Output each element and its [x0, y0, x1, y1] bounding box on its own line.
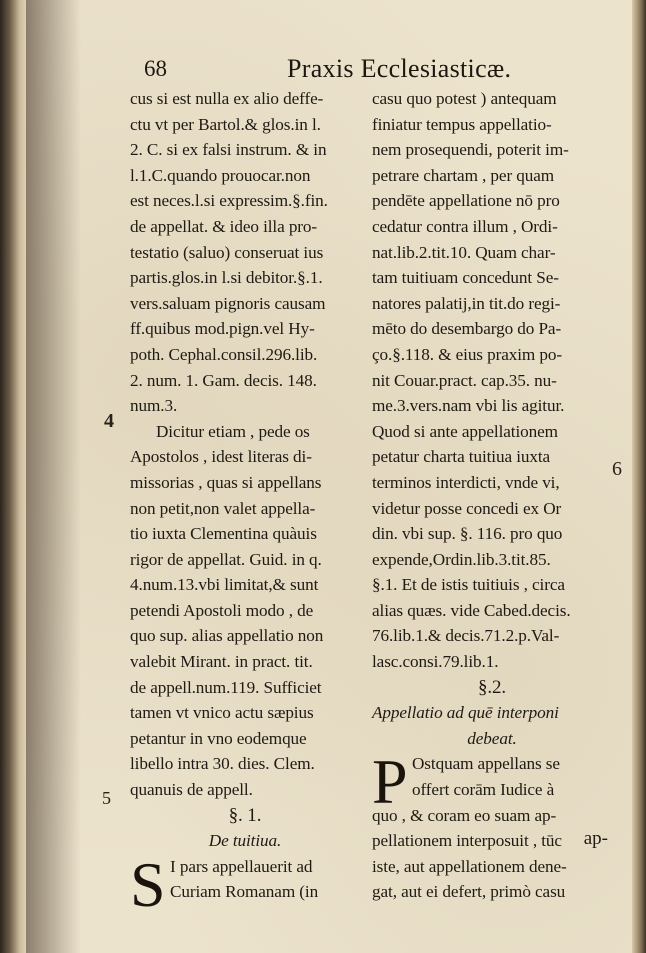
text-line: Apostolos , idest literas di- — [130, 447, 312, 467]
text-line: gat, aut ei defert, primò casu — [372, 882, 566, 902]
section-title-line-2: debeat. — [467, 728, 517, 748]
text-line: 2. num. 1. Gam. decis. 148. — [130, 370, 317, 390]
text-line: ctu vt per Bartol.& glos.in l. — [130, 114, 321, 134]
text-line: me.3.vers.nam vbi lis agitur. — [372, 396, 565, 416]
section-mark: §.2. — [477, 676, 507, 698]
book-edge-right — [632, 0, 646, 953]
page-header — [0, 52, 646, 86]
text-line: cedatur contra illum , Ordi- — [372, 216, 558, 236]
book-edge-left — [0, 0, 28, 953]
left-paragraph-3 — [130, 848, 360, 920]
text-line: Ostquam appellans se — [412, 754, 560, 774]
right-paragraph-2 — [372, 746, 612, 905]
margin-note-number: 4 — [104, 410, 114, 432]
text-line: rigor de appellat. Guid. in q. — [130, 549, 322, 569]
text-line: valebit Mirant. in pract. tit. — [130, 652, 313, 672]
text-line: l.1.C.quando prouocar.non — [130, 165, 311, 185]
text-line: petrare chartam , per quam — [372, 165, 555, 185]
text-line: 2. C. si ex falsi instrum. & in — [130, 140, 327, 160]
text-line: partis.glos.in l.si debitor.§.1. — [130, 268, 323, 288]
left-paragraph-2 — [130, 419, 360, 803]
text-line: petendi Apostoli modo , de — [130, 600, 314, 620]
text-line: mēto do desembargo do Pa- — [372, 319, 562, 339]
text-line: quanuis de appell. — [130, 780, 253, 800]
catchword: ap- — [583, 828, 608, 849]
drop-cap: P — [372, 746, 408, 818]
text-line: casu quo potest ) antequam — [372, 89, 557, 108]
text-line: lasc.consi.79.lib.1. — [372, 652, 499, 672]
text-line: pellationem interposuit , tūc — [372, 831, 562, 851]
text-line: vers.saluam pignoris causam — [130, 293, 326, 313]
right-paragraph-1 — [372, 86, 612, 675]
text-line: poth. Cephal.consil.296.lib. — [130, 344, 318, 364]
text-line: num.3. — [130, 396, 178, 416]
right-column — [372, 86, 612, 905]
text-line: §.1. Et de istis tuitiuis , circa — [372, 575, 565, 595]
text-line: Dicitur etiam , pede os — [156, 421, 310, 441]
text-line: libello intra 30. dies. Clem. — [130, 754, 315, 774]
text-line: I pars appellauerit ad — [170, 856, 313, 876]
drop-cap: S — [130, 848, 166, 920]
text-line: ço.§.118. & eius praxim po- — [372, 344, 562, 364]
text-line: Curiam Romanam (in — [170, 882, 319, 902]
text-line: offert corām Iudice à — [412, 780, 555, 800]
text-line: missorias , quas si appellans — [130, 472, 322, 492]
section-mark: §. 1. — [228, 804, 262, 826]
text-line: videtur posse concedi ex Or — [372, 498, 562, 518]
section-title: De tuitiua. — [208, 831, 282, 851]
text-line: quo , & coram eo suam ap- — [372, 805, 557, 825]
text-line: finiatur tempus appellatio- — [372, 114, 552, 134]
margin-note-number: 6 — [612, 458, 622, 480]
left-column — [130, 86, 360, 920]
text-line: quo sup. alias appellatio non — [130, 626, 324, 646]
text-line: tamen vt vnico actu sæpius — [130, 703, 314, 723]
text-line: de appell.num.119. Sufficiet — [130, 677, 322, 697]
text-line: est neces.l.si expressim.§.fin. — [130, 191, 328, 211]
text-line: natores palatij,in tit.do regi- — [372, 293, 561, 313]
text-line: de appellat. & ideo illa pro- — [130, 216, 318, 236]
text-line: iste, aut appellationem dene- — [372, 856, 567, 876]
text-line: non petit,non valet appella- — [130, 498, 316, 518]
section-title-line-1: Appellatio ad quē interponi — [372, 703, 559, 723]
text-line: Quod si ante appellationem — [372, 421, 558, 441]
running-title: Praxis Ecclesiasticæ. — [287, 54, 512, 83]
text-line: nit Couar.pract. cap.35. nu- — [372, 370, 557, 390]
text-line: tam tuitiuam concedunt Se- — [372, 268, 559, 288]
text-line: terminos interdicti, vnde vi, — [372, 472, 560, 492]
margin-note-number: 5 — [102, 788, 111, 808]
text-line: nem prosequendi, poterit im- — [372, 140, 569, 160]
text-line: petatur charta tuitiua iuxta — [372, 447, 551, 467]
text-line: alias quæs. vide Cabed.decis. — [372, 600, 571, 620]
text-line: expende,Ordin.lib.3.tit.85. — [372, 549, 551, 569]
text-line: petantur in vno eodemque — [130, 728, 307, 748]
page-number: 68 — [144, 56, 167, 81]
text-line: 4.num.13.vbi limitat,& sunt — [130, 575, 319, 595]
left-paragraph-1 — [130, 86, 360, 419]
text-line: nat.lib.2.tit.10. Quam char- — [372, 242, 556, 262]
text-line: cus si est nulla ex alio deffe- — [130, 89, 324, 108]
text-line: ff.quibus mod.pign.vel Hy- — [130, 319, 315, 339]
text-line: testatio (saluo) conseruat ius — [130, 242, 324, 262]
text-line: 76.lib.1.& decis.71.2.p.Val- — [372, 626, 560, 646]
text-line: tio iuxta Clementina quàuis — [130, 524, 317, 544]
text-line: din. vbi sup. §. 116. pro quo — [372, 524, 563, 544]
gutter-shadow — [26, 0, 81, 953]
text-line: pendēte appellatione nō pro — [372, 191, 560, 211]
